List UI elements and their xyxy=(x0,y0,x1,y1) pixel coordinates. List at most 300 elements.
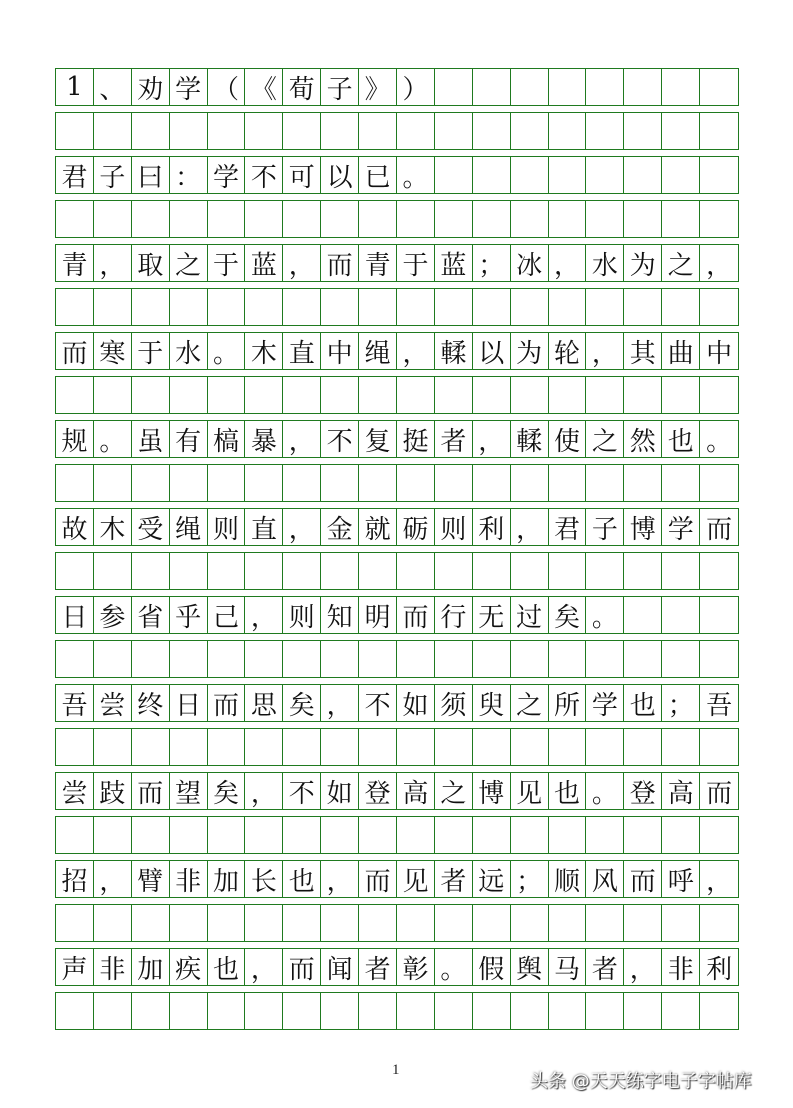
grid-cell xyxy=(662,465,700,501)
grid-cell xyxy=(283,553,321,589)
grid-cell xyxy=(245,113,283,149)
grid-cell xyxy=(511,289,549,325)
grid-cell: 直 xyxy=(245,509,283,545)
grid-cell xyxy=(586,289,624,325)
text-row xyxy=(55,156,739,194)
grid-cell: 砺 xyxy=(397,509,435,545)
grid-cell xyxy=(435,157,473,193)
grid-cell xyxy=(56,377,94,413)
grid-cell xyxy=(94,993,132,1029)
grid-cell: ， xyxy=(397,333,435,369)
grid-cell: 马 xyxy=(549,949,587,985)
grid-cell: 利 xyxy=(706,954,733,985)
grid-cell xyxy=(56,641,94,677)
grid-cell xyxy=(283,729,321,765)
grid-cell xyxy=(586,201,624,237)
grid-cell xyxy=(397,377,435,413)
grid-cell xyxy=(435,289,473,325)
grid-cell xyxy=(245,465,283,501)
grid-cell xyxy=(56,993,94,1029)
blank-practice-row xyxy=(55,112,739,150)
grid-cell xyxy=(624,905,662,941)
grid-cell: 》 xyxy=(359,69,397,105)
grid-cell xyxy=(549,377,587,413)
grid-cell: 而 xyxy=(397,597,435,633)
grid-cell xyxy=(586,729,624,765)
grid-cell: 而 xyxy=(56,333,94,369)
grid-cell: 高 xyxy=(397,773,435,809)
grid-cell: 子 xyxy=(321,69,359,105)
grid-cell: 乎 xyxy=(170,597,208,633)
text-row xyxy=(55,332,739,370)
grid-cell xyxy=(245,993,283,1029)
grid-cell xyxy=(397,465,435,501)
blank-practice-row xyxy=(55,288,739,326)
grid-cell xyxy=(359,553,397,589)
grid-cell xyxy=(662,377,700,413)
grid-cell xyxy=(662,905,700,941)
grid-cell: ： xyxy=(170,157,208,193)
grid-cell xyxy=(549,729,587,765)
grid-cell: 尝 xyxy=(56,773,94,809)
grid-cell xyxy=(132,377,170,413)
grid-cell xyxy=(586,553,624,589)
grid-cell xyxy=(132,113,170,149)
grid-cell: 而 xyxy=(706,514,733,545)
page-number: 1 xyxy=(392,1062,400,1078)
grid-cell xyxy=(511,641,549,677)
grid-cell xyxy=(473,553,511,589)
grid-cell: 水 xyxy=(586,245,624,281)
grid-cell xyxy=(397,289,435,325)
grid-cell xyxy=(549,553,587,589)
grid-cell xyxy=(321,817,359,853)
grid-cell xyxy=(473,201,511,237)
grid-cell: 尝 xyxy=(94,685,132,721)
grid-cell: 行 xyxy=(435,597,473,633)
grid-cell xyxy=(549,817,587,853)
grid-cell xyxy=(397,641,435,677)
grid-cell: 暴 xyxy=(245,421,283,457)
grid-cell: 学 xyxy=(170,69,208,105)
grid-cell xyxy=(700,641,738,677)
grid-cell xyxy=(435,465,473,501)
grid-cell: 则 xyxy=(435,509,473,545)
grid-cell xyxy=(170,729,208,765)
grid-cell xyxy=(132,641,170,677)
grid-cell: 非 xyxy=(94,949,132,985)
grid-cell xyxy=(170,201,208,237)
grid-cell: ， xyxy=(245,597,283,633)
grid-cell: 而 xyxy=(624,861,662,897)
grid-cell xyxy=(624,465,662,501)
grid-cell xyxy=(283,641,321,677)
grid-cell xyxy=(473,465,511,501)
grid-cell: 矣 xyxy=(208,773,246,809)
grid-cell: 不 xyxy=(321,421,359,457)
grid-cell: 远 xyxy=(473,861,511,897)
grid-cell: 者 xyxy=(435,861,473,897)
grid-cell xyxy=(473,377,511,413)
grid-cell: 须 xyxy=(435,685,473,721)
grid-cell xyxy=(435,729,473,765)
grid-cell: 水 xyxy=(170,333,208,369)
text-row xyxy=(55,772,739,810)
grid-cell: 疾 xyxy=(170,949,208,985)
grid-cell xyxy=(94,817,132,853)
grid-cell xyxy=(132,465,170,501)
grid-cell: 如 xyxy=(397,685,435,721)
grid-cell xyxy=(435,993,473,1029)
grid-cell xyxy=(170,993,208,1029)
grid-cell xyxy=(511,817,549,853)
grid-cell: 非 xyxy=(170,861,208,897)
grid-cell: 轮 xyxy=(549,333,587,369)
grid-cell xyxy=(283,201,321,237)
grid-cell xyxy=(56,905,94,941)
grid-cell xyxy=(473,817,511,853)
text-row xyxy=(55,596,739,634)
grid-cell: ， xyxy=(511,509,549,545)
grid-cell: 也 xyxy=(283,861,321,897)
grid-cell: 明 xyxy=(359,597,397,633)
grid-cell: 而 xyxy=(321,245,359,281)
grid-cell: 而 xyxy=(359,861,397,897)
grid-cell xyxy=(94,729,132,765)
grid-cell xyxy=(700,113,738,149)
grid-cell: 知 xyxy=(321,597,359,633)
grid-cell: 则 xyxy=(208,509,246,545)
grid-cell xyxy=(208,289,246,325)
grid-cell xyxy=(549,69,587,105)
grid-cell: 其 xyxy=(624,333,662,369)
grid-cell xyxy=(245,377,283,413)
grid-cell xyxy=(56,729,94,765)
grid-cell: 寒 xyxy=(94,333,132,369)
grid-cell xyxy=(624,113,662,149)
grid-cell: 臾 xyxy=(473,685,511,721)
grid-cell xyxy=(511,157,549,193)
grid-cell xyxy=(662,69,700,105)
grid-cell xyxy=(473,905,511,941)
grid-cell: 加 xyxy=(208,861,246,897)
grid-cell xyxy=(245,729,283,765)
grid-cell: 招 xyxy=(56,861,94,897)
grid-cell: 无 xyxy=(473,597,511,633)
grid-cell xyxy=(662,993,700,1029)
grid-cell xyxy=(359,113,397,149)
grid-cell: ） xyxy=(397,69,435,105)
grid-cell: 闻 xyxy=(321,949,359,985)
grid-cell: 彰 xyxy=(397,949,435,985)
grid-cell xyxy=(132,201,170,237)
grid-cell xyxy=(56,289,94,325)
grid-cell xyxy=(473,113,511,149)
grid-cell xyxy=(359,289,397,325)
grid-cell xyxy=(586,817,624,853)
grid-cell: 1 xyxy=(56,69,94,105)
grid-cell xyxy=(56,553,94,589)
grid-cell: （ xyxy=(208,69,246,105)
grid-cell xyxy=(549,993,587,1029)
grid-cell: 有 xyxy=(170,421,208,457)
grid-cell: 思 xyxy=(245,685,283,721)
grid-cell xyxy=(624,641,662,677)
grid-cell xyxy=(283,993,321,1029)
blank-practice-row xyxy=(55,992,739,1030)
grid-cell: 不 xyxy=(245,157,283,193)
blank-practice-row xyxy=(55,376,739,414)
grid-cell: 輮 xyxy=(435,333,473,369)
grid-cell xyxy=(170,465,208,501)
grid-cell xyxy=(283,289,321,325)
grid-cell xyxy=(624,597,662,633)
grid-cell: 也 xyxy=(549,773,587,809)
grid-cell: 蓝 xyxy=(435,245,473,281)
grid-cell xyxy=(208,553,246,589)
grid-cell: 木 xyxy=(245,333,283,369)
grid-cell xyxy=(397,201,435,237)
grid-cell xyxy=(208,729,246,765)
grid-cell xyxy=(94,641,132,677)
grid-cell xyxy=(435,113,473,149)
grid-cell: 呼 xyxy=(662,861,700,897)
grid-cell: 望 xyxy=(170,773,208,809)
grid-cell xyxy=(435,377,473,413)
grid-cell: 风 xyxy=(586,861,624,897)
grid-cell xyxy=(662,113,700,149)
grid-cell: 学 xyxy=(208,157,246,193)
grid-cell: 而 xyxy=(283,949,321,985)
grid-cell xyxy=(549,201,587,237)
grid-cell: ， xyxy=(706,866,733,897)
grid-cell xyxy=(397,113,435,149)
grid-cell: ， xyxy=(245,773,283,809)
grid-cell: 登 xyxy=(359,773,397,809)
grid-cell xyxy=(245,289,283,325)
grid-cell xyxy=(549,905,587,941)
blank-practice-row xyxy=(55,904,739,942)
grid-cell: 己 xyxy=(208,597,246,633)
grid-cell xyxy=(511,729,549,765)
grid-cell xyxy=(359,993,397,1029)
grid-cell: 非 xyxy=(662,949,700,985)
grid-cell xyxy=(56,201,94,237)
text-row xyxy=(55,508,739,546)
grid-cell: ； xyxy=(511,861,549,897)
grid-cell: 之 xyxy=(170,245,208,281)
grid-cell xyxy=(662,597,700,633)
grid-cell: 槁 xyxy=(208,421,246,457)
grid-cell xyxy=(624,729,662,765)
grid-cell xyxy=(359,201,397,237)
grid-cell: 使 xyxy=(549,421,587,457)
grid-cell xyxy=(283,817,321,853)
text-row xyxy=(55,860,739,898)
grid-cell xyxy=(208,465,246,501)
grid-cell xyxy=(586,641,624,677)
grid-cell xyxy=(662,201,700,237)
grid-cell xyxy=(700,597,738,633)
grid-cell xyxy=(624,201,662,237)
grid-cell xyxy=(662,729,700,765)
grid-cell xyxy=(435,905,473,941)
grid-cell: 而 xyxy=(706,778,733,809)
blank-practice-row xyxy=(55,816,739,854)
grid-cell: 而 xyxy=(208,685,246,721)
grid-cell: 复 xyxy=(359,421,397,457)
grid-cell xyxy=(473,289,511,325)
grid-cell: 。 xyxy=(397,157,435,193)
grid-cell: 规 xyxy=(56,421,94,457)
grid-cell: 假 xyxy=(473,949,511,985)
grid-cell xyxy=(473,69,511,105)
grid-cell: 劝 xyxy=(132,69,170,105)
grid-cell: 之 xyxy=(586,421,624,457)
grid-cell: 者 xyxy=(359,949,397,985)
grid-cell: 中 xyxy=(321,333,359,369)
grid-cell: 受 xyxy=(132,509,170,545)
grid-cell xyxy=(700,69,738,105)
grid-cell xyxy=(359,465,397,501)
grid-cell: 者 xyxy=(435,421,473,457)
grid-cell: 之 xyxy=(662,245,700,281)
grid-cell xyxy=(586,377,624,413)
grid-cell xyxy=(700,553,738,589)
grid-cell: 然 xyxy=(624,421,662,457)
grid-cell xyxy=(549,113,587,149)
grid-cell: 金 xyxy=(321,509,359,545)
text-row xyxy=(55,948,739,986)
grid-cell: 。 xyxy=(208,333,246,369)
grid-cell xyxy=(208,641,246,677)
grid-cell xyxy=(170,817,208,853)
grid-cell xyxy=(473,993,511,1029)
grid-cell xyxy=(397,993,435,1029)
watermark: 头条 @天天练字电子字帖库 xyxy=(530,1071,752,1092)
grid-cell: 青 xyxy=(359,245,397,281)
grid-cell xyxy=(435,201,473,237)
grid-cell: 故 xyxy=(56,509,94,545)
grid-cell: ， xyxy=(321,861,359,897)
grid-cell xyxy=(94,377,132,413)
grid-cell xyxy=(624,377,662,413)
text-row xyxy=(55,244,739,282)
blank-practice-row xyxy=(55,464,739,502)
grid-cell: 已 xyxy=(359,157,397,193)
grid-cell xyxy=(624,993,662,1029)
grid-cell: 直 xyxy=(283,333,321,369)
grid-cell xyxy=(435,69,473,105)
grid-cell: 荀 xyxy=(283,69,321,105)
grid-cell xyxy=(359,729,397,765)
grid-cell: 绳 xyxy=(359,333,397,369)
grid-cell xyxy=(397,553,435,589)
grid-cell xyxy=(435,641,473,677)
grid-cell: ， xyxy=(283,509,321,545)
grid-cell xyxy=(511,993,549,1029)
grid-cell xyxy=(94,289,132,325)
grid-cell xyxy=(321,113,359,149)
grid-cell xyxy=(473,157,511,193)
text-row xyxy=(55,420,739,458)
blank-practice-row xyxy=(55,200,739,238)
grid-cell xyxy=(397,729,435,765)
grid-cell xyxy=(549,641,587,677)
grid-cell: 终 xyxy=(132,685,170,721)
grid-cell: ， xyxy=(549,245,587,281)
grid-cell: 博 xyxy=(624,509,662,545)
grid-cell xyxy=(624,553,662,589)
grid-cell xyxy=(208,113,246,149)
grid-cell: 者 xyxy=(586,949,624,985)
grid-cell xyxy=(435,817,473,853)
grid-cell xyxy=(511,905,549,941)
grid-cell xyxy=(359,905,397,941)
grid-cell: 利 xyxy=(473,509,511,545)
grid-cell xyxy=(511,377,549,413)
grid-cell xyxy=(700,201,738,237)
grid-cell: 吾 xyxy=(706,690,733,721)
grid-cell xyxy=(549,289,587,325)
grid-cell xyxy=(94,905,132,941)
grid-cell xyxy=(700,905,738,941)
grid-cell: 取 xyxy=(132,245,170,281)
grid-cell: 子 xyxy=(94,157,132,193)
grid-cell xyxy=(511,69,549,105)
grid-cell: ， xyxy=(94,861,132,897)
grid-cell: 见 xyxy=(511,773,549,809)
grid-cell: ， xyxy=(473,421,511,457)
grid-cell: 。 xyxy=(94,421,132,457)
grid-cell: 过 xyxy=(511,597,549,633)
grid-cell: 则 xyxy=(283,597,321,633)
grid-cell xyxy=(662,157,700,193)
grid-cell xyxy=(245,905,283,941)
grid-cell xyxy=(549,157,587,193)
grid-cell: 中 xyxy=(706,338,733,369)
text-row xyxy=(55,68,739,106)
grid-cell xyxy=(245,817,283,853)
grid-cell xyxy=(549,465,587,501)
grid-cell xyxy=(170,113,208,149)
grid-cell: 曲 xyxy=(662,333,700,369)
grid-cell: 吾 xyxy=(56,685,94,721)
grid-cell xyxy=(700,993,738,1029)
grid-cell xyxy=(94,553,132,589)
grid-cell xyxy=(56,817,94,853)
grid-cell xyxy=(662,817,700,853)
grid-cell: 日 xyxy=(170,685,208,721)
grid-cell: 。 xyxy=(586,773,624,809)
grid-cell: ， xyxy=(94,245,132,281)
grid-cell xyxy=(283,465,321,501)
grid-cell: 冰 xyxy=(511,245,549,281)
grid-cell: 子 xyxy=(586,509,624,545)
grid-cell: 可 xyxy=(283,157,321,193)
grid-cell xyxy=(511,113,549,149)
grid-cell xyxy=(511,201,549,237)
grid-cell: 君 xyxy=(549,509,587,545)
grid-cell: 臂 xyxy=(132,861,170,897)
grid-cell: 于 xyxy=(397,245,435,281)
grid-cell: ， xyxy=(283,421,321,457)
grid-cell xyxy=(208,377,246,413)
blank-practice-row xyxy=(55,728,739,766)
grid-cell: 登 xyxy=(624,773,662,809)
grid-cell: ， xyxy=(245,949,283,985)
grid-cell: 蓝 xyxy=(245,245,283,281)
